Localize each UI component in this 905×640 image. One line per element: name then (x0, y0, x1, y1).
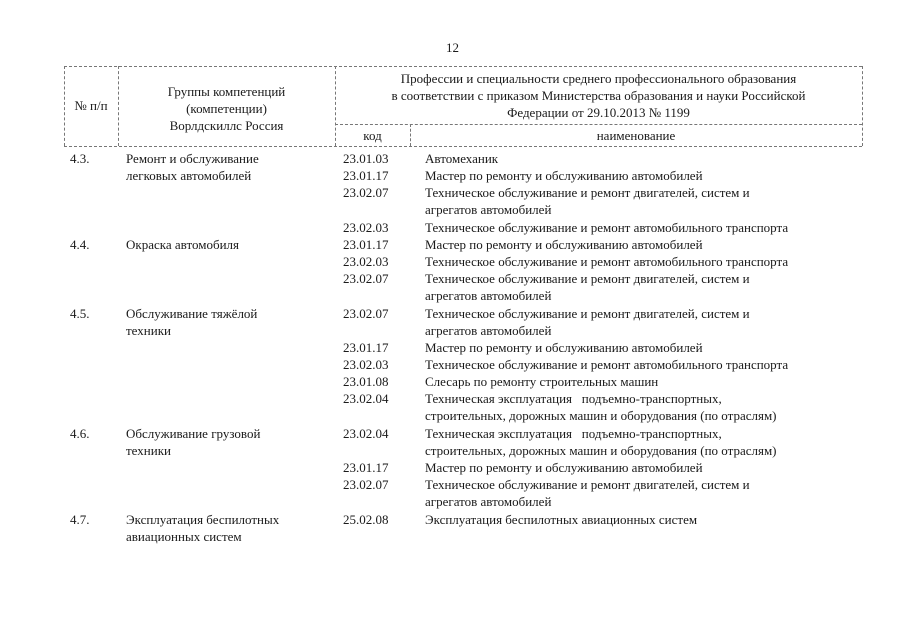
header-group-line3: Ворлдскиллс Россия (169, 118, 284, 133)
row-name: Техническое обслуживание и ремонт двигателей, систем и (425, 477, 750, 492)
row-code: 23.01.03 (343, 151, 389, 166)
header-prof-line2: в соответствии с приказом Министерства образования и науки Российской (391, 88, 806, 103)
header-prof-line1: Профессии и специальности среднего профессионального образования (400, 71, 797, 86)
page-number: 12 (446, 40, 459, 55)
row-name-cont: агрегатов автомобилей (425, 202, 552, 217)
row-code: 23.01.17 (343, 460, 389, 475)
row-code: 23.02.07 (343, 306, 389, 321)
row-code: 23.02.04 (343, 426, 389, 441)
row-code: 23.02.07 (343, 271, 389, 286)
row-code: 23.02.03 (343, 357, 389, 372)
header-bottom-rule (64, 146, 862, 147)
row-name: Техническое обслуживание и ремонт двигателей, систем и (425, 185, 750, 200)
row-name: Техническая эксплуатация подъемно-транспортных, (425, 426, 722, 441)
header-code: код (363, 128, 382, 143)
row-name: Техническое обслуживание и ремонт автомобильного транспорта (425, 357, 789, 372)
row-name: Техническая эксплуатация подъемно-транспортных, (425, 391, 722, 406)
row-num: 4.7. (70, 512, 90, 527)
row-name-cont: агрегатов автомобилей (425, 288, 552, 303)
row-name: Эксплуатация беспилотных авиационных систем (425, 512, 698, 527)
row-name-cont: агрегатов автомобилей (425, 323, 552, 338)
row-group: Ремонт и обслуживание (126, 151, 259, 166)
row-num: 4.3. (70, 151, 90, 166)
header-right-border (862, 66, 863, 146)
row-name-cont: строительных, дорожных машин и оборудования (по отраслям) (425, 443, 777, 458)
row-code: 23.01.08 (343, 374, 389, 389)
row-code: 23.02.04 (343, 391, 389, 406)
row-code: 25.02.08 (343, 512, 389, 527)
header-group-line2: (компетенции) (186, 101, 267, 116)
row-name: Мастер по ремонту и обслуживанию автомобилей (425, 460, 703, 475)
header-mid-rule (335, 124, 862, 125)
row-num: 4.6. (70, 426, 90, 441)
header-top-rule (64, 66, 862, 67)
row-name: Техническое обслуживание и ремонт автомобильного транспорта (425, 220, 789, 235)
row-group-cont: техники (126, 323, 171, 338)
row-code: 23.02.03 (343, 254, 389, 269)
row-name: Мастер по ремонту и обслуживанию автомобилей (425, 237, 703, 252)
row-code: 23.01.17 (343, 237, 389, 252)
header-prof-line3: Федерации от 29.10.2013 № 1199 (507, 105, 690, 120)
row-code: 23.01.17 (343, 168, 389, 183)
row-group: Обслуживание грузовой (126, 426, 261, 441)
row-name: Мастер по ремонту и обслуживанию автомобилей (425, 340, 703, 355)
row-code: 23.01.17 (343, 340, 389, 355)
row-group-cont: авиационных систем (126, 529, 242, 544)
row-name-cont: агрегатов автомобилей (425, 494, 552, 509)
row-name: Техническое обслуживание и ремонт двигателей, систем и (425, 306, 750, 321)
row-name: Автомеханик (425, 151, 499, 166)
row-group-cont: легковых автомобилей (126, 168, 252, 183)
row-group-cont: техники (126, 443, 171, 458)
row-name: Мастер по ремонту и обслуживанию автомобилей (425, 168, 703, 183)
header-num: № п/п (74, 98, 108, 113)
row-name: Техническое обслуживание и ремонт двигателей, систем и (425, 271, 750, 286)
row-name: Техническое обслуживание и ремонт автомобильного транспорта (425, 254, 789, 269)
row-code: 23.02.07 (343, 477, 389, 492)
row-group: Обслуживание тяжёлой (126, 306, 258, 321)
row-code: 23.02.07 (343, 185, 389, 200)
row-name: Слесарь по ремонту строительных машин (425, 374, 659, 389)
row-name-cont: строительных, дорожных машин и оборудования (по отраслям) (425, 408, 777, 423)
row-group: Окраска автомобиля (126, 237, 239, 252)
row-code: 23.02.03 (343, 220, 389, 235)
row-num: 4.5. (70, 306, 90, 321)
header-name: наименование (596, 128, 676, 143)
row-group: Эксплуатация беспилотных (126, 512, 280, 527)
row-num: 4.4. (70, 237, 90, 252)
header-group-line1: Группы компетенций (167, 84, 286, 99)
